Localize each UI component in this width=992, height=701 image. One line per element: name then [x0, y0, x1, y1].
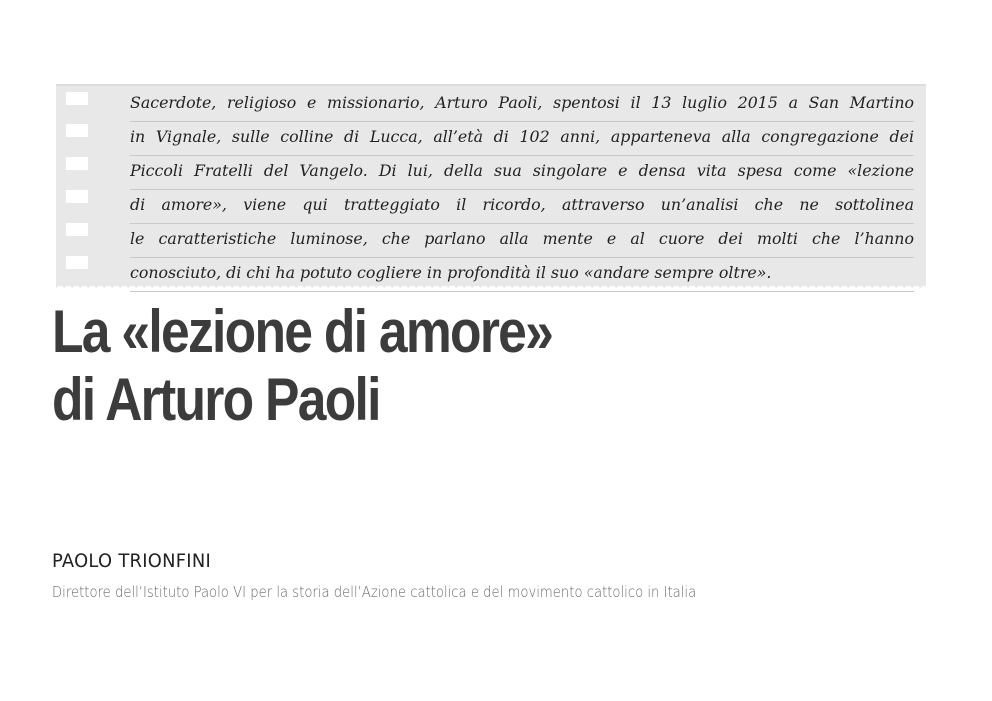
abstract-line: in Vignale, sulle colline di Lucca, all’età di 102 anni, apparteneva alla congregazione dei [130, 122, 914, 156]
author-name: PAOLO TRIONFINI [52, 550, 212, 572]
abstract-notepad [56, 84, 926, 286]
author-affiliation: Direttore dell’Istituto Paolo VI per la storia dell’Azione cattolica e del movimento cattolico in Italia [52, 583, 697, 601]
abstract-line: di amore», viene qui tratteggiato il ricordo, attraverso un’analisi che ne sottolinea [130, 190, 914, 224]
notepad-hole [66, 223, 88, 236]
title-line: La «lezione di amore» [52, 298, 553, 365]
title-line: di Arturo Paoli [52, 366, 380, 433]
abstract-line: Piccoli Fratelli del Vangelo. Di lui, della sua singolare e densa vita spesa come «lezione [130, 156, 914, 190]
notepad-hole [66, 190, 88, 203]
notepad-hole [66, 157, 88, 170]
notepad-hole [66, 256, 88, 269]
abstract-line: le caratteristiche luminose, che parlano alla mente e al cuore dei molti che l’hanno [130, 224, 914, 258]
abstract-line: Sacerdote, religioso e missionario, Arturo Paoli, spentosi il 13 luglio 2015 a San Martino [130, 88, 914, 122]
abstract-text [130, 88, 914, 292]
article-title [52, 298, 552, 434]
notepad-hole [66, 124, 88, 137]
notepad-holes [66, 92, 86, 282]
abstract-line: conosciuto, di chi ha potuto cogliere in profondità il suo «andare sempre oltre». [130, 258, 914, 292]
notepad-hole [66, 92, 88, 105]
